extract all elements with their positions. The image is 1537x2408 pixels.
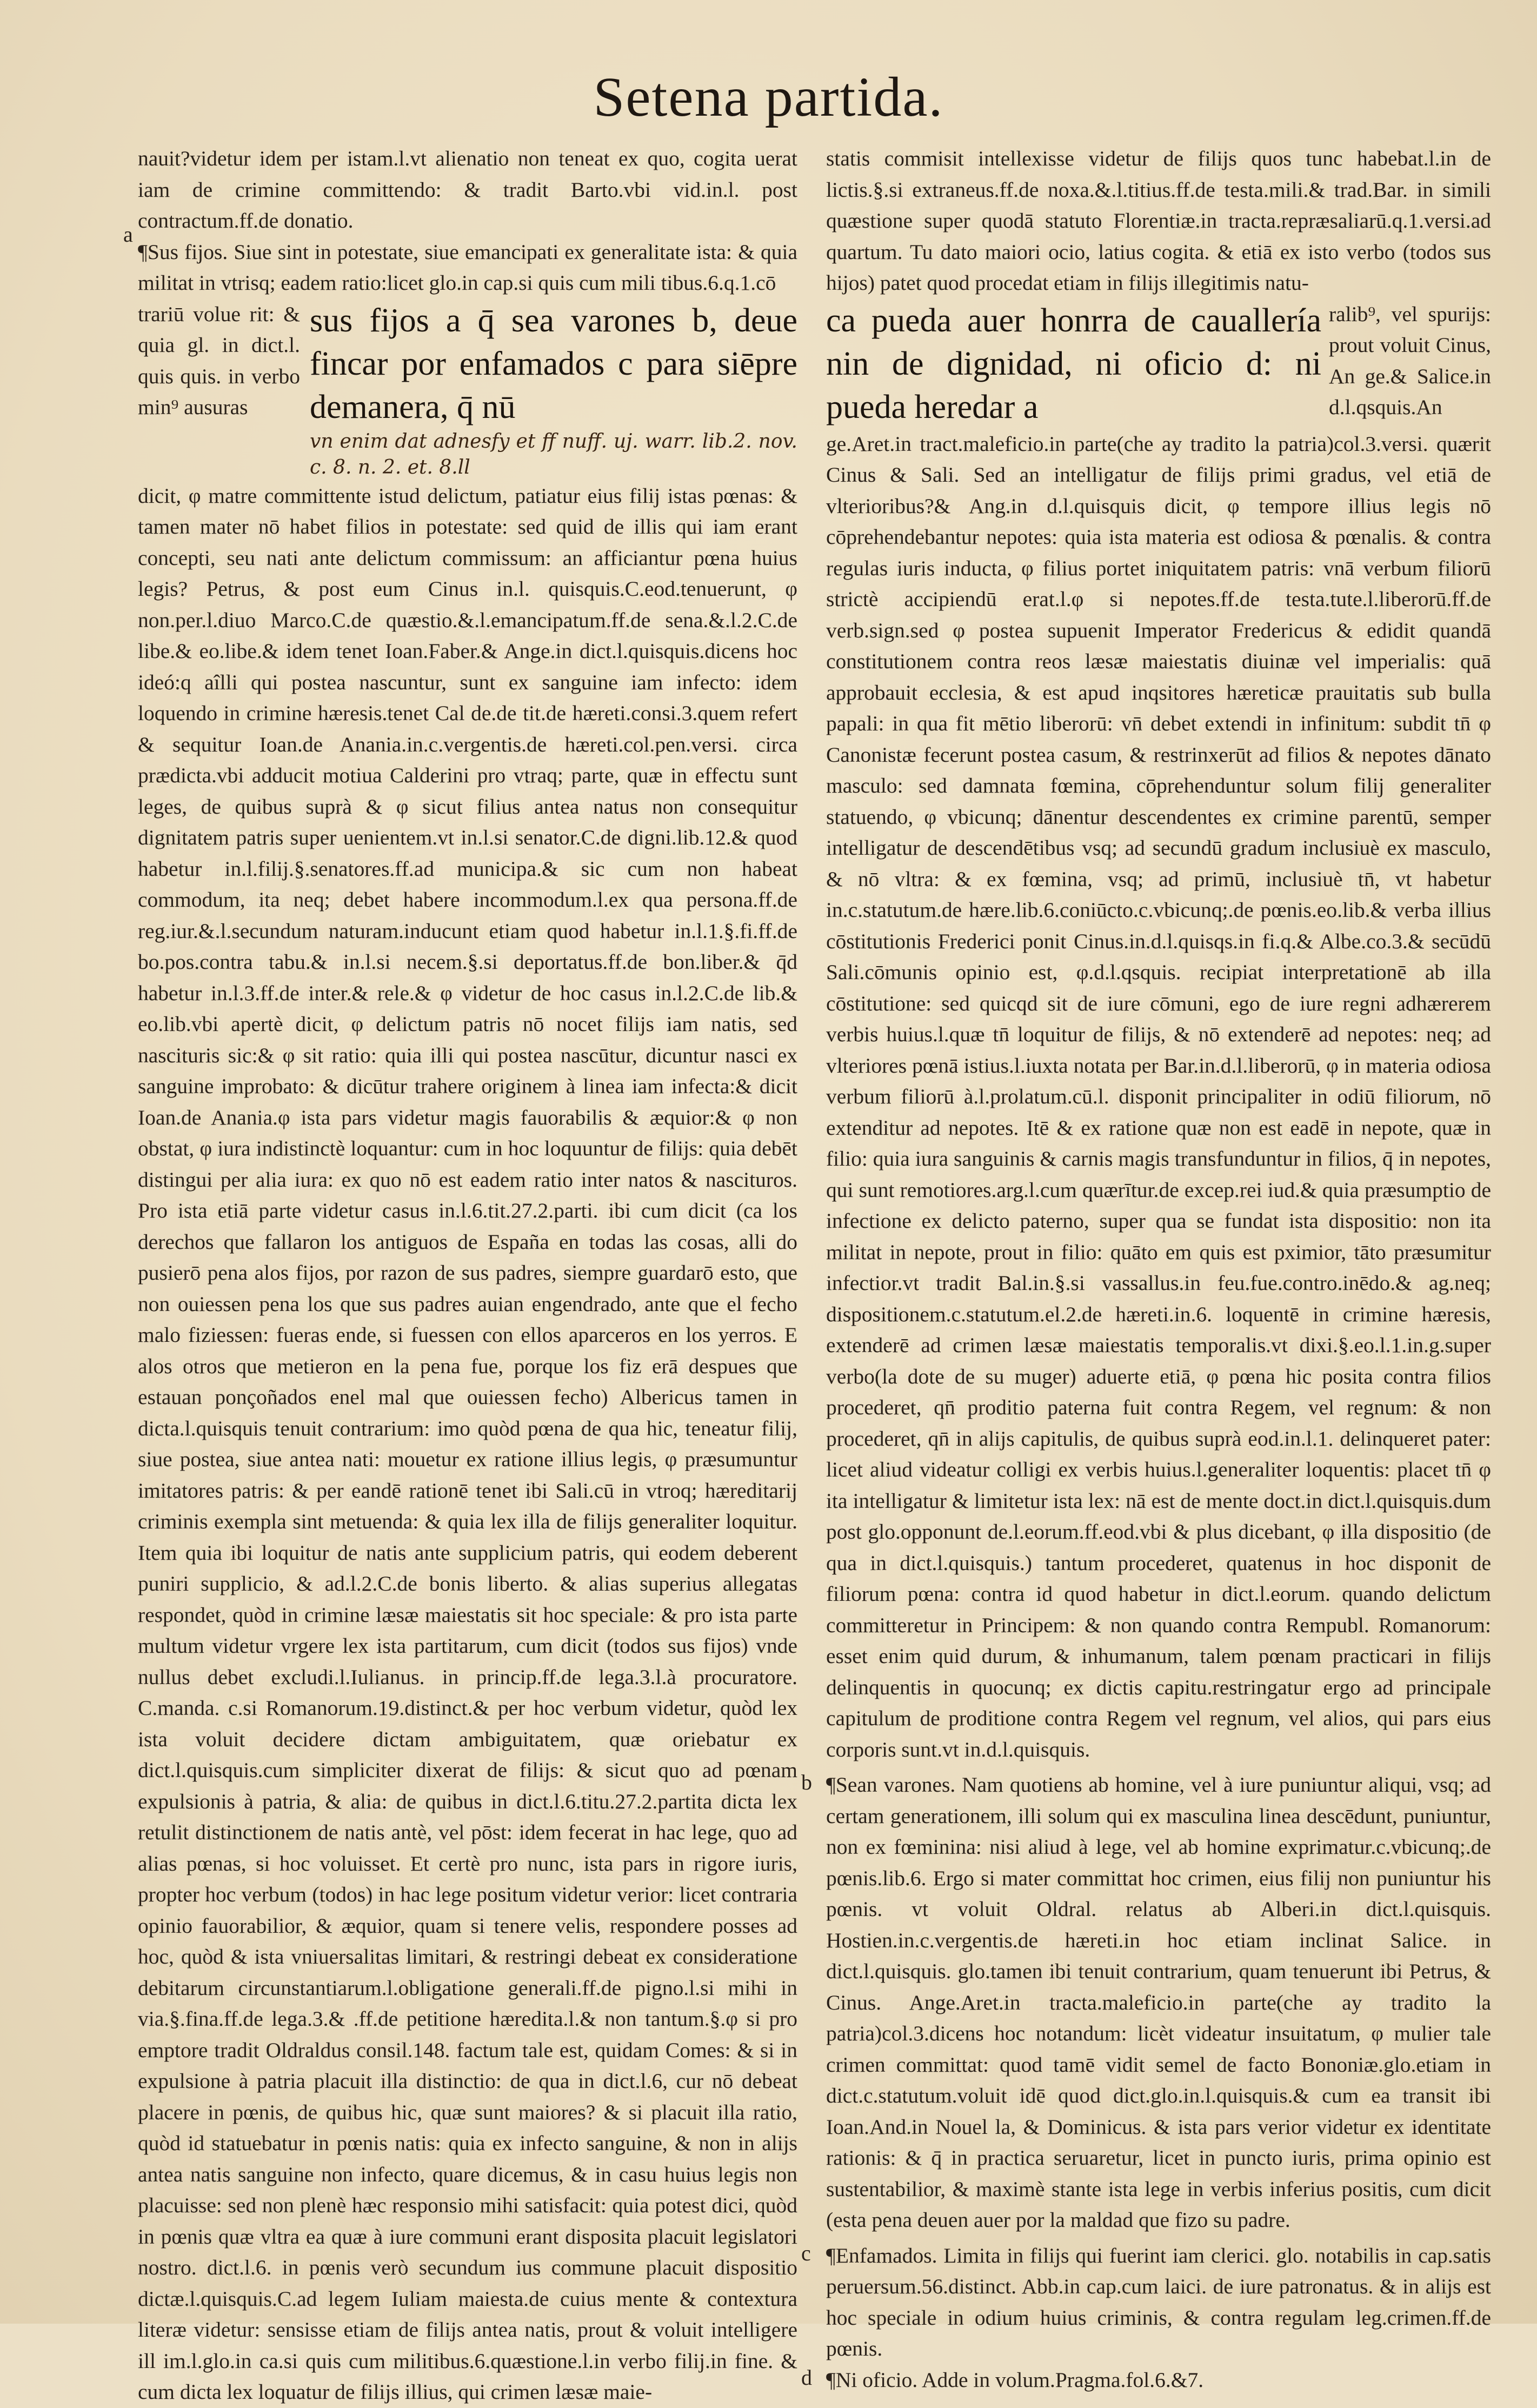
gloss-a-narrow: trariū volue rit: & quia gl. in dict.l. quis quis. in verbo min⁹ ausuras xyxy=(138,302,300,419)
left-column xyxy=(138,143,797,2408)
running-title: Setena partida. xyxy=(593,66,944,128)
gloss-b-text: ¶Sean varones. Nam quotiens ab homine, vel à iure puniuntur aliqui, vsq; ad certam generationem, illi solum qui ex masculina linea descēdunt, puniuntur, non ex fœminina: nisi aliud à lege, vel ab homine exprimatur.c.vbicunq;.de pœnis.lib.6. Ergo si mater committat hoc crimen, eius filij non puniuntur his pœnis. vt voluit Oldral. relatus ab Alberi.in dict.l.quisquis. Hostien.in.c.vergentis.de hæreti.in hoc etiam inclinat Salice. in dict.l.quisquis. glo.tamen ibi tenuit contrarium, quam tenuerunt ibi Petrus, & Cinus. Ange.Aret.in tracta.maleficio.in parte(che ay tradito la patria)col.3.dicens hoc notandum: licèt videatur insuitatum, φ mulier tale crimen committat: quod tamē vidit semel de facto Bononiæ.glo.etiam in dict.c.statutum.voluit idē quod dict.glo.in.l.quisquis.& cum ea transit ibi Ioan.And.in Nouel la, & Dominicus. & ista pars verior videtur ex identitate rationis: & q̄ in practica seruaretur, licet in puncto iuris, prima opinio est sustentabilior, & maximè stante ista lege in verbis inferius positis, cum dicit (esta pena deuen auer por la maldad que fizo su padre. xyxy=(826,1773,1491,2232)
law-text-right: ca pueda auer honrra de cauallería nin de dignidad, ni oficio d: ni pueda heredar a xyxy=(826,302,1321,425)
right-column xyxy=(826,143,1491,2396)
gloss-marker-d: d xyxy=(801,2365,812,2390)
right-commentary: ge.Aret.in tract.maleficio.in parte(che ay tradito la patria)col.3.versi. quærit Cinus & Sali. Sed an intelligatur de filijs primi gradus, vel etiā de vlterioribus?& Ang.in d.l.quisquis dicit, φ tempore illius legis nō cōprehendebantur nepotes: quia ista materia est odiosa & pœnalis. & contra regulas iuris inducta, φ filius portet iniquitatem patris: vnā verbum filiorū strictè accipiendū erat.l.φ si nepotes.ff.de testa.tute.l.liberorū.ff.de verb.sign.sed φ postea supuenit Imperator Fredericus & edidit quandā constitutionem contra reos læsæ maiestatis diuinæ vel imperialis: quā approbauit ecclesia, & est apud inqsitores hæreticæ prauitatis sub bulla papali: in qua fit mētio liberorū: vn̄ debet extendi in infinitum: subdit tn̄ φ Canonistæ fecerunt postea casum, & restrinxerūt ad filios & nepotes dānato masculo: sed damnata fœmina, cōprehenduntur solum filij generaliter statuendo, φ vbicunq; dānentur descendentes ex crimine parentū, semper intelligatur de descendētibus vsq; ad secundū gradum inclusiuè ex masculo, & nō vltra: & ex fœmina, vsq; ad primū, inclusiuè tn̄, vt habetur in.c.statutum.de hære.lib.6.coniūcto.c.vbicunq;.de pœnis.eo.lib.& verba illius cōstitutionis Frederici ponit Cinus.in.d.l.quisqs.in fi.q.& Albe.co.3.& secūdū Sali.cōmunis opinio est, φ.d.l.qsquis. recipiat interpretationē ab illa cōstitutione: sed quicqd sit de iure cōmuni, ego de iure regni adhærerem verbis huius.l.quæ tn̄ loquitur de filijs, & nō extenderē ad nepotes: neq; ad vlteriores pœnā istius.l.iuxta notata per Bar.in.d.l.liberorū, φ in materia odiosa verbum filiorū à.l.prolatum.cū.l. disponit principaliter in odiū filiorum, nō extenditur ad nepotes. Itē & ex ratione quæ non est eadē in nepote, quæ in filio: quia iura sanguinis & carnis magis transfunduntur in filios, q̄ in nepotes, qui sunt remotiores.arg.l.cum quærītur.de excep.rei iud.& quia præsumptio de infectione ex delicto paterno, super qua se fundat ista dispositio: non ita militat in nepote, prout in filio: quāto em quis est pximior, tāto præsumitur infectior.vt tradit Bal.in.§.si vassallus.in feu.fue.contro.inēdo.& ag.neq; dispositionem.c.statutum.el.2.de hæreti.in.6. loquentē in crimine hæresis, extenderē ad crimen læsæ maiestatis temporalis.vt dixi.§.eo.l.1.in.g.super verbo(la dote de su muger) aduerte etiā, φ pœna hic posita contra filios procederet, qn̄ proditio paterna fuit contra Regem, vel regnum: & non procederet, qn̄ in alijs capitulis, de quibus suprà eod.in.l.1. delinqueret pater: licet aliud videatur colligi ex verbis huius.l.generaliter loquentis: placet tn̄ φ ita intelligatur & limitetur ista lex: nā est de mente doct.in dict.l.quisquis.dum post glo.opponunt de.l.eorum.ff.eod.vbi & plus dicebant, φ illa dispositio (de qua in dict.l.quisquis.) tantum procederet, quatenus in hoc disponit de filiorum pœna: contra id quod habetur in dict.l.eorum. quando delictum committeretur in Principem: & non quando contra Rempubl. Romanorum: esset enim quid durum, & inhumanum, talem pœnam practicari in filijs delinquentis in quocunq; ex dictis capitu.restringatur ergo ad principale capitulum de proditione contra Regem vel regnum, vel alios, qui pars eius corporis sunt.vt in.d.l.quisquis. xyxy=(826,431,1491,1761)
handwritten-annotation: vn enim dat adnesfy et ff nuff. uj. warr. lib.2. nov. c. 8. n. 2. et. 8.ll xyxy=(310,430,797,478)
right-intro: statis commisit intellexisse videtur de filijs quos tunc habebat.l.in de lictis.§.si extraneus.ff.de noxa.&.l.titius.ff.de testa.mili.& trad.Bar. in simili quæstione super quodā statuto Florentiæ.in tracta.repræsaliarū.q.1.versi.ad quartum. Tu dato maiori ocio, latius cogita. & etiā ex isto verbo (todos sus hijos) patet quod procedat etiam in filijs illegitimis natu- xyxy=(826,147,1491,295)
gloss-marker-b: b xyxy=(801,1770,812,1794)
spacer xyxy=(826,1765,1491,1770)
gloss-marker-a: a xyxy=(123,222,133,247)
gloss-a-text: ¶Sus fijos. Siue sint in potestate, siue emancipati ex generalitate ista: & quia militat in vtrisq; eadem ratio:licet glo.in cap.si quis cum mili tibus.6.q.1.cō xyxy=(138,240,797,295)
left-intro: nauit?videtur idem per istam.l.vt alienatio non teneat ex quo, cogita uerat iam de crimine committendo: & tradit Barto.vbi vid.in.l. post contractum.ff.de donatio. xyxy=(138,147,797,232)
law-text-left-wrap xyxy=(310,299,797,481)
gloss-marker-c: c xyxy=(801,2240,811,2265)
gloss-d-text: ¶Ni oficio. Adde in volum.Pragma.fol.6.&7. xyxy=(826,2367,1204,2392)
gloss-c-text: ¶Enfamados. Limita in filijs qui fuerint iam clerici. glo. notabilis in cap.satis peruersum.56.distinct. Abb.in cap.cum laici. de iure patronatus. & in alijs est hoc speciale in odium huius criminis, & contra regulam leg.crimen.ff.de pœnis. xyxy=(826,2243,1491,2360)
right-side-note: ralib⁹, vel spurijs: prout voluit Cinus, An ge.& Salice.in d.l.qsquis.An xyxy=(1329,302,1491,419)
left-law-block xyxy=(138,299,797,481)
right-law-block xyxy=(826,299,1491,429)
law-text-left: sus fijos a q̄ sea varones b, deue fincar por enfamados c para siēpre demanera, q̄ nū xyxy=(310,302,797,425)
left-commentary: dicit, φ matre committente istud delictum, patiatur eius filij istas pœnas: & tamen mater nō habet filios in potestate: sed quid de illis qui iam erant concepti, seu nati ante delictum commissum: an afficiantur pœna huius legis? Petrus, & post eum Cinus in.l. quisquis.C.eod.tenuerunt, φ non.per.l.diuo Marco.C.de quæstio.&.l.emancipatum.ff.de sena.&.l.2.C.de libe.& eo.libe.& idem tenet Ioan.Faber.& Ange.in dict.l.quisquis.dicens hoc ideó:q aîlli qui postea nascuntur, sunt ex sanguine iam infecto: idem loquendo in crimine hæresis.tenet Cal de.de tit.de hæreti.consi.3.quem refert & sequitur Ioan.de Anania.in.c.vergentis.de hæreti.col.pen.versi. circa prædicta.vbi adducit motiua Calderini pro vtraq; parte, quæ in effectu sunt leges, de quibus suprà & φ sicut filius antea natus non consequitur dignitatem patris super uenientem.vt in.l.si senator.C.de digni.lib.12.& quod habetur in.l.filij.§.senatores.ff.ad municipa.& sic cum non habeat commodum, ita neq; debet habere incommodum.l.ex qua persona.ff.de reg.iur.&.l.secundum naturam.inducunt etiam quod habetur in.l.1.§.fi.ff.de bo.pos.contra tabu.& in.l.si necem.§.si deportatus.ff.de bon.liber.& q̄d habetur in.l.3.ff.de inter.& rele.& φ videtur de hoc casus in.l.2.C.de lib.& eo.lib.vbi apertè dicit, φ delictum patris nō nocet filijs iam natis, sed nascituris sic:& φ sit ratio: quia illi qui postea nascūtur, dicuntur nasci ex sanguine improbato: & dicūtur trahere originem à linea iam infecta:& dicit Ioan.de Anania.φ ista pars videtur magis fauorabilis & æquior:& φ non obstat, φ iura indistinctè loquantur: cum in hoc loquuntur de filijs: quia debēt distingui per alia iura: ex quo nō est eadem ratio inter natos & nascituros. Pro ista etiā parte videtur casus in.l.6.tit.27.2.parti. ibi cum dicit (ca los derechos que fallaron los antiguos de España en todas las cosas, alli do pusierō pena alos fijos, por razon de sus padres, siempre guardarō esto, que non ouiessen pena los que sus padres auian engendrado, ante que el fecho malo fiziessen: fueras ende, si fuessen con ellos aparceros en los yerros. E alos otros que metieron en la pena fue, porque los fiz erā despues que estauan ponçoñados enel mal que ouiessen fecho) Albericus tamen in dicta.l.quisquis tenuit contrarium: imo quòd pœna de qua hic, teneatur filij, siue postea, siue antea nati: mouetur ex ratione illius legis, φ præsumuntur imitatores patris: & per eandē rationē tenet ibi Sali.cū in vtroq; hæreditarij criminis exempla sint metuenda: & quia lex illa de filijs generaliter loquitur. Item quia ibi loquitur de natis ante supplicium patris, qui eodem deberent puniri supplicio, & ad.l.2.C.de bonis liberto. & alias superius allegatas respondet, quòd in crimine læsæ maiestatis sit hoc speciale: & pro ista parte multum videtur vrgere lex ista partitarum, cum dicit (todos sus fijos) vnde nullus debet excludi.l.Iulianus. in princip.ff.de lega.3.l.à procuratore. C.manda. c.si Romanorum.19.distinct.& per hoc verbum videtur, quòd lex ista voluit decidere dictam ambiguitatem, quæ oriebatur ex dict.l.quisquis.cum simpliciter dixerat de filijs: & sicut quo ad pœnam expulsionis à patria, & alia: de quibus in dict.l.6.titu.27.2.partita dicta lex retulit distinctionem de natis antè, vel pōst: idem fecerat in hac lege, quo ad alias pœnas, si hoc voluisset. Et certè pro nunc, ista pars in rigore iuris, propter hoc verbum (todos) in hac lege positum videtur verior: licet contraria opinio fauorabilior, & æquior, quam si tenere velis, respondere posses ad hoc, quòd & ista vniuersalitas limitari, & restringi debeat ex consideratione debitarum circunstantiarum.l.obligatione generali.ff.de pigno.l.si mihi in via.§.fina.ff.de lega.3.& .ff.de petitione hæredita.l.& non tantum.§.φ si pro emptore tradit Oldraldus consil.148. factum tale est, quidam Comes: & si in expulsione à patria placuit illa distinctio: de qua in dict.l.6, cur nō debeat placere in pœnis, de quibus hic, quæ sunt maiores? & si placuit illa ratio, quòd id statuebatur in pœnis natis: quia ex infecto sanguine, & non in alijs antea natis sanguine non infecto, quare dicemus, & in casu huius legis non placuisse: sed non plenè hæc responsio mihi satisfacit: quia potest dici, quòd in pœnis quæ vltra ea quæ à iure communi erant disposita placuit legislatori nostro. dict.l.6. in pœnis verò secundum ius commune placuit dispositio dictæ.l.quisquis.C.ad legem Iuliam maiesta.de cuius mente & contextura literæ videtur: sensisse etiam de filijs antea natis, prout & voluit intelligere ill im.l.glo.in ca.si quis cum militibus.6.quæstione.l.in verbo filij.in fine. & cum dicta lex loquatur de filijs illius, qui crimen læsæ maie- xyxy=(138,483,797,2404)
spacer xyxy=(826,2236,1491,2240)
